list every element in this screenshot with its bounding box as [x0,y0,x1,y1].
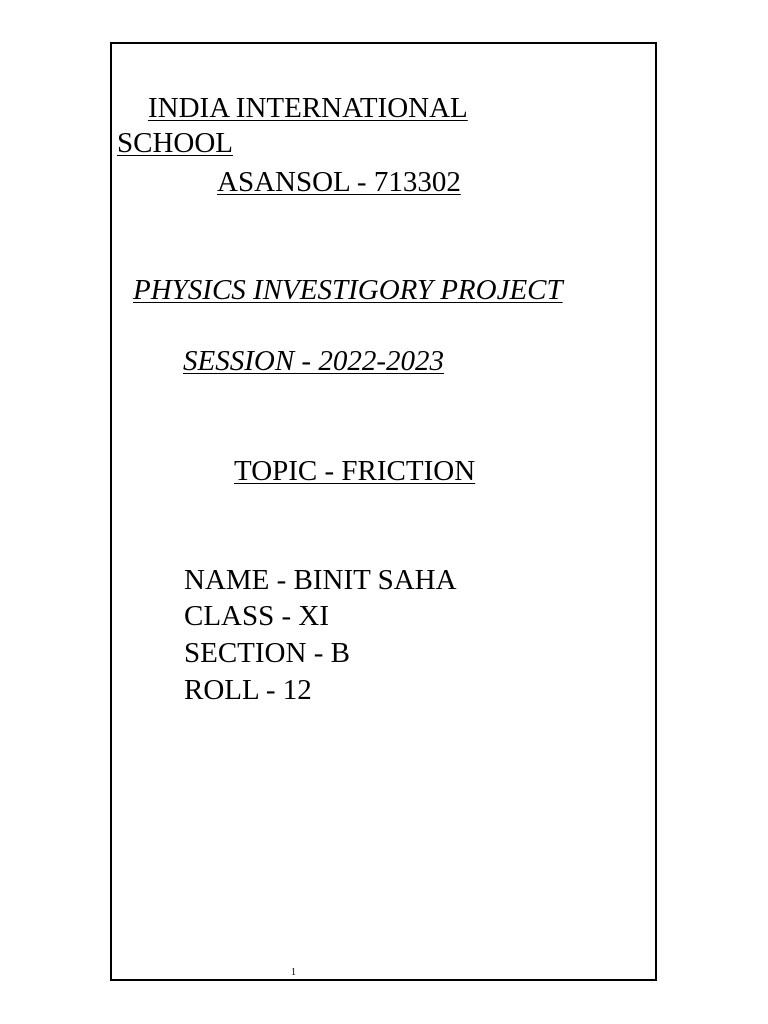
student-class: CLASS - XI [184,600,330,632]
student-roll: ROLL - 12 [184,674,312,706]
topic-label: TOPIC - FRICTION [234,455,476,487]
student-section: SECTION - B [184,637,350,669]
school-name-line1: INDIA INTERNATIONAL [148,92,468,124]
session-label: SESSION - 2022-2023 [183,345,444,377]
student-name: NAME - BINIT SAHA [184,564,457,596]
school-name-line2: SCHOOL [117,127,234,159]
school-address: ASANSOL - 713302 [217,166,461,198]
project-title: PHYSICS INVESTIGORY PROJECT [133,274,563,306]
page-number: 1 [291,967,296,978]
